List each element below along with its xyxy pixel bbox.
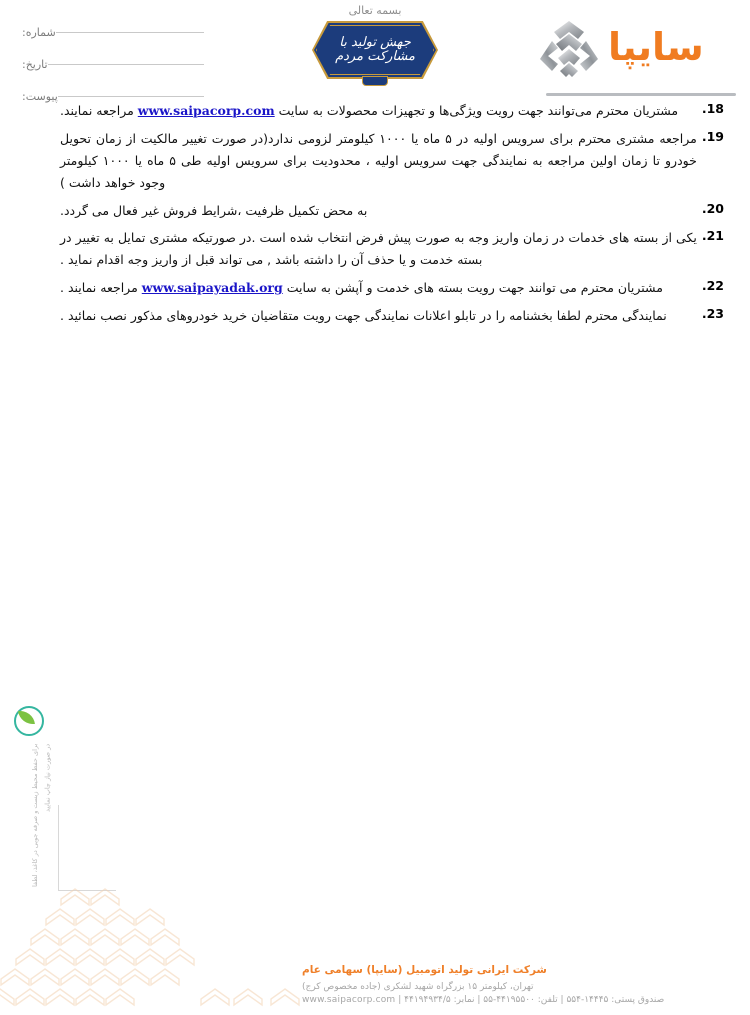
field-label-date: تاریخ: (22, 57, 48, 71)
clause-text (60, 277, 697, 299)
clause-number: 21. (701, 228, 724, 244)
clause-item-21 (60, 227, 724, 271)
clause-number: 19. (701, 128, 724, 144)
clause-text-before: مشتریان محترم می‌توانند جهت رویت ویژگی‌ها و تجهیزات محصولات به سایت (274, 103, 679, 118)
field-line-number (56, 32, 204, 33)
saipayadak-link[interactable]: www.saipayadak.org (141, 280, 283, 296)
saipa-chevron-emblem (538, 19, 600, 79)
clause-number: 23. (701, 306, 724, 321)
side-vertical-rule (58, 805, 59, 891)
clause-item-23 (60, 305, 724, 327)
header-center-block (255, 4, 495, 79)
side-horizontal-rule (58, 890, 116, 891)
eco-note-text: برای حفظ محیط زیست و صرفه جویی در کاغذ، لطفا در صورت نیاز چاپ نمایید (31, 744, 52, 888)
clause-number: 20. (701, 200, 724, 216)
clause-number: 18. (701, 101, 724, 116)
clause-text (60, 100, 697, 122)
eco-leaf-icon (14, 706, 44, 736)
saipa-brand-row (538, 18, 738, 80)
footer-address: تهران، کیلومتر ۱۵ بزرگراه شهید لشکری (جاده مخصوص کرج) (302, 982, 534, 992)
footer-contact-text: صندوق پستی: ۱۴۴۴۵-۵۵۴ | تلفن: ۴۴۱۹۵۵۰۰-۵۵ | نمابر: ۴۴۱۹۴۹۳۴/۵ | (395, 995, 665, 1005)
eco-side-note (8, 706, 54, 894)
footer-contact-line (302, 995, 732, 1005)
clause-item-22 (60, 277, 724, 299)
badge-slogan-text: جهش تولید با مشارکت مردم (335, 34, 415, 64)
saipacorp-link[interactable]: www.saipacorp.com (137, 103, 275, 118)
clause-list (60, 100, 724, 327)
clause-text-after: مراجعه نمایند. (60, 103, 138, 118)
clause-item-19 (60, 128, 724, 194)
field-row-date (18, 52, 208, 76)
saipa-brand-block (538, 18, 738, 96)
clause-text-before: مشتریان محترم می توانند جهت رویت بسته های خدمت و آپشن به سایت (282, 280, 663, 296)
field-line-date (48, 64, 204, 65)
clause-text: به محض تکمیل ظرفیت ،شرایط فروش غیر فعال می گردد. (60, 202, 368, 218)
document-header (0, 0, 750, 103)
clause-text: یکی از بسته های خدمات در زمان واریز وجه به صورت پیش فرض انتخاب شده است .در صورتیکه مشتری تمایل به تغییر در بسته خدمت و یا حذف آن را داشته باشد , می تواند قبل از واریز وجه اقدام نماید . (60, 230, 697, 268)
bismillah-text: بسمه تعالی (348, 4, 402, 17)
clause-number: 22. (701, 278, 724, 294)
clause-item-18 (60, 100, 724, 122)
field-label-attachment: پیوست: (22, 89, 58, 103)
footer-website[interactable]: www.saipacorp.com (302, 995, 396, 1005)
clause-text: مراجعه مشتری محترم برای سرویس اولیه در ۵ ماه یا ۱۰۰۰ کیلومتر لزومی ندارد(در صورت تغییر مالکیت از زمان تحویل خودرو تا زمان اولین مراجعه به نمایندگی جهت سرویس اولیه ، محدودیت برای سرویس اولیه طی ۵ ماه یا ۱۰۰۰ کیلومتر وجود خواهد داشت ) (60, 130, 697, 190)
document-footer (302, 964, 732, 1005)
clause-item-20 (60, 200, 724, 222)
document-body (0, 96, 750, 333)
jahesh-tolid-badge (312, 21, 438, 79)
footer-company-name: شرکت ایرانی تولید اتومبیل (سایپا) سهامی عام (302, 964, 547, 976)
saipa-wordmark: سایپا (608, 25, 704, 69)
clause-text: نمایندگی محترم لطفا بخشنامه را در تابلو اعلانات نمایندگی جهت رویت متقاضیان خرید خودروهای مذکور نصب نمائید . (60, 308, 667, 323)
clause-text-after: مراجعه نمایند . (60, 280, 142, 296)
field-row-number (18, 20, 208, 44)
field-label-number: شماره: (22, 25, 56, 39)
